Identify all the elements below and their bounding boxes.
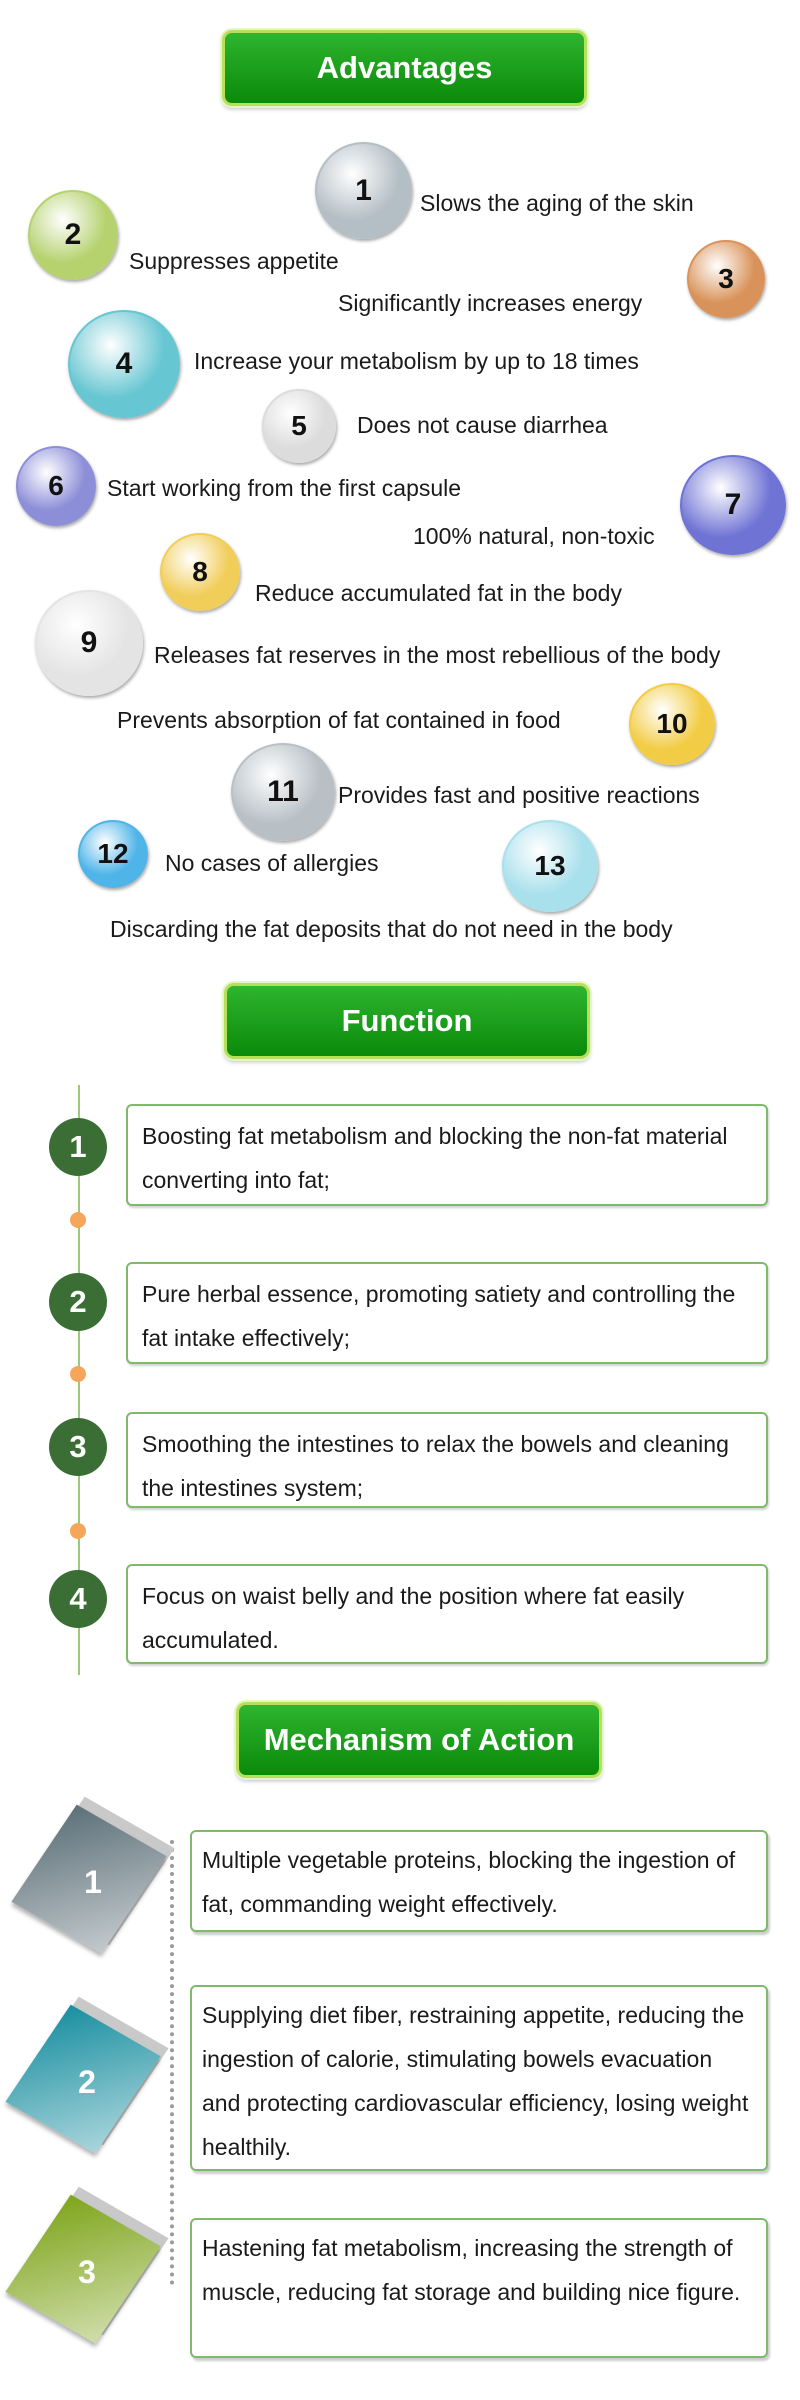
mechanism-number-3: 3 <box>78 2254 96 2290</box>
function-box-1: Boosting fat metabolism and blocking the non-fat material converting into fat; <box>126 1104 768 1206</box>
advantage-badge-2: 2 <box>28 190 118 280</box>
function-header <box>224 983 590 1059</box>
advantage-badge-9: 9 <box>35 590 143 696</box>
advantage-badge-10: 10 <box>629 683 715 765</box>
advantage-text-10: Prevents absorption of fat contained in food <box>117 707 561 733</box>
function-box-4: Focus on waist belly and the position where fat easily accumulated. <box>126 1564 768 1664</box>
mechanism-diamond-3 <box>22 2200 172 2350</box>
mechanism-number-2: 2 <box>78 2064 96 2100</box>
advantages-title: Advantages <box>316 50 493 85</box>
advantage-badge-13: 13 <box>502 820 598 912</box>
advantage-text-4: Increase your metabolism by up to 18 times <box>194 348 639 374</box>
timeline-dot <box>70 1212 86 1228</box>
advantage-badge-3: 3 <box>687 240 765 318</box>
mechanism-diamond-1 <box>28 1810 178 1960</box>
function-number-2: 2 <box>49 1273 107 1331</box>
advantage-badge-12: 12 <box>78 820 148 888</box>
advantage-text-8: Reduce accumulated fat in the body <box>255 580 622 606</box>
advantage-text-9: Releases fat reserves in the most rebellious of the body <box>154 642 721 668</box>
mechanism-box-3: Hastening fat metabolism, increasing the strength of muscle, reducing fat storage and building nice figure. <box>190 2218 768 2358</box>
function-title: Function <box>341 1003 473 1038</box>
mechanism-number-1: 1 <box>84 1864 102 1900</box>
function-number-3: 3 <box>49 1418 107 1476</box>
mechanism-box-2: Supplying diet fiber, restraining appetite, reducing the ingestion of calorie, stimulating bowels evacuation and protecting cardiovascular efficiency, losing weight healthily. <box>190 1985 768 2171</box>
advantage-badge-4: 4 <box>68 310 180 418</box>
advantage-badge-8: 8 <box>160 533 240 611</box>
advantage-text-11: Provides fast and positive reactions <box>338 782 700 808</box>
advantage-text-1: Slows the aging of the skin <box>420 190 694 216</box>
mechanism-box-1: Multiple vegetable proteins, blocking the ingestion of fat, commanding weight effectively. <box>190 1830 768 1932</box>
mechanism-header <box>236 1702 602 1778</box>
advantage-text-5: Does not cause diarrhea <box>357 412 608 438</box>
advantage-text-13: Discarding the fat deposits that do not need in the body <box>110 916 673 942</box>
advantage-text-6: Start working from the first capsule <box>107 475 462 501</box>
advantage-text-2: Suppresses appetite <box>129 248 339 274</box>
advantage-text-7: 100% natural, non-toxic <box>413 523 655 549</box>
advantage-badge-1: 1 <box>315 142 412 239</box>
function-number-1: 1 <box>49 1118 107 1176</box>
mechanism-diamond-2 <box>22 2010 172 2160</box>
advantage-badge-6: 6 <box>16 446 96 526</box>
mechanism-title: Mechanism of Action <box>263 1722 575 1757</box>
advantages-header <box>222 30 587 106</box>
function-box-3: Smoothing the intestines to relax the bowels and cleaning the intestines system; <box>126 1412 768 1508</box>
advantage-text-12: No cases of allergies <box>165 850 379 876</box>
timeline-dot <box>70 1366 86 1382</box>
advantage-badge-7: 7 <box>680 455 786 555</box>
advantage-badge-5: 5 <box>262 389 336 463</box>
function-box-2: Pure herbal essence, promoting satiety and controlling the fat intake effectively; <box>126 1262 768 1364</box>
function-number-4: 4 <box>49 1570 107 1628</box>
timeline-dot <box>70 1523 86 1539</box>
advantage-badge-11: 11 <box>231 743 335 841</box>
advantage-text-3: Significantly increases energy <box>338 290 643 316</box>
